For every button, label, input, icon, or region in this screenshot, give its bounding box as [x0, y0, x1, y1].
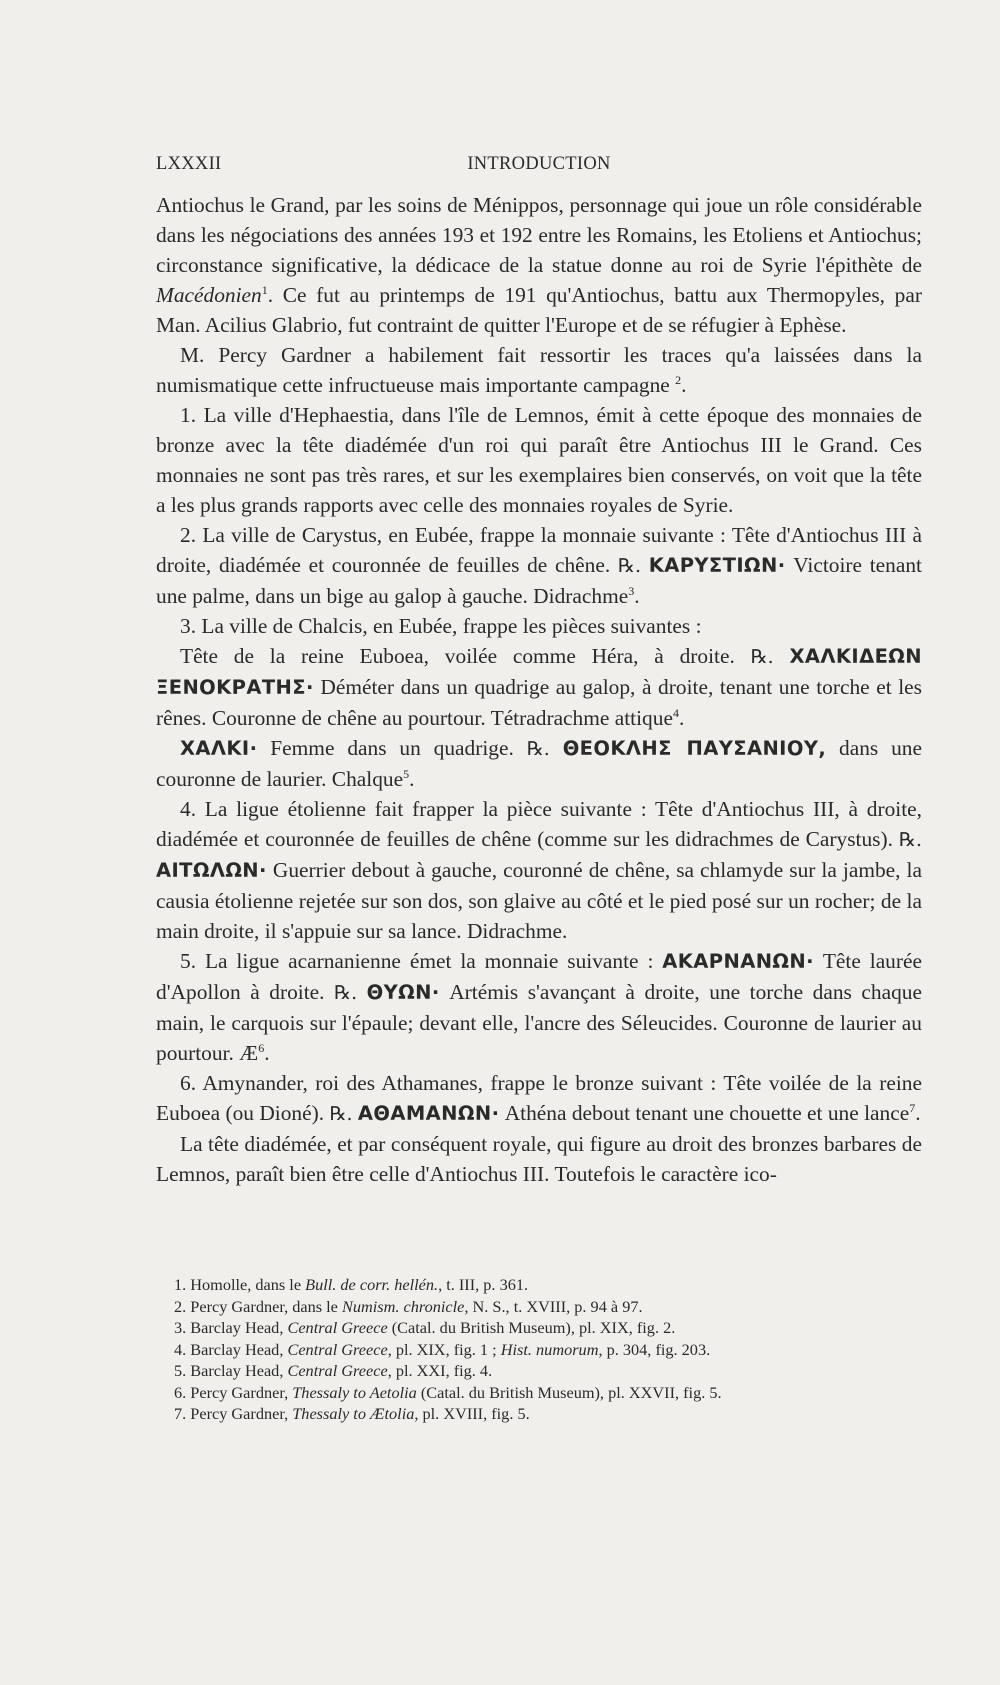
text-span: 6. Amynander, roi des Athamanes, frappe le bronze suivant : Tête voilée de la reine Euboea (ou Dioné).: [156, 1071, 922, 1125]
text-span: Tête laurée d'Apollon à droite.: [156, 949, 922, 1004]
footnote: [174, 1360, 914, 1382]
coin-inscription: ΧΑΛΚΙ·: [180, 737, 258, 760]
text-span: (Catal. du British Museum), pl. XIX, fig. 2.: [387, 1318, 676, 1337]
paragraph: [156, 520, 922, 611]
text-span: [357, 980, 367, 1004]
text-span: , p. 304, fig. 203.: [598, 1339, 711, 1359]
italic-text: Thessaly to Ætolia: [292, 1404, 415, 1423]
italic-text: Hist. numorum: [500, 1339, 599, 1359]
text-span: , pl. XIX, fig. 1 ;: [387, 1339, 501, 1359]
text-span: Victoire tenant une palme, dans un bige au galop à gauche. Didrachme: [156, 553, 922, 608]
running-title: INTRODUCTION: [467, 154, 611, 174]
text-span: .: [264, 1041, 270, 1065]
text-span: Artémis s'avançant à droite, une torche dans chaque main, le carquois sur l'épaule; devant elle, l'ancre des Séleucides. Couronne de laurier au pourtour. Æ: [156, 980, 922, 1065]
italic-text: Numism. chronicle,: [341, 1296, 469, 1316]
paragraph: [156, 946, 922, 1068]
body-text: [156, 190, 922, 1189]
text-span: Déméter dans un quadrige au galop, à droite, tenant une torche et les rênes. Couronne de chêne au pourtour. Tétradrachme attique: [156, 675, 922, 730]
italic-text: Thessaly to Aetolia: [292, 1382, 417, 1402]
paragraph: [156, 611, 922, 641]
page-number: LXXXII: [156, 154, 222, 174]
text-span: 1. La ville d'Hephaestia, dans l'île de Lemnos, émit à cette époque des monnaies de bronze avec la tête diadémée d'un roi qui paraît être Antiochus III le Grand. Ces monnaies ne sont pas très rares, et sur les exemplaires bien conservés, on voit que la tête a les plus grands rapports avec celle des monnaies royales de Syrie.: [156, 403, 922, 517]
text-span: .: [681, 373, 687, 397]
text-span: Guerrier debout à gauche, couronné de chêne, sa chlamyde sur la jambe, la causia étolienne rejetée sur son dos, son glaive au côté et le pied posé sur un rocher; de la main droite, il s'appuie sur sa lance. Didrachme.: [156, 858, 922, 943]
coin-inscription: ΚΑΡΥΣΤΙΩΝ·: [648, 554, 786, 577]
coin-inscription: ΑΚΑΡΝΑΝΩΝ·: [662, 950, 814, 973]
text-span: 4. La ligue étolienne fait frapper la pièce suivante : Tête d'Antiochus III, à droite, diadémée et couronnée de feuilles de chêne (comme sur les didrachmes de Carystus).: [156, 797, 922, 851]
footnote: [174, 1296, 914, 1318]
text-span: 2. Percy Gardner, dans le: [174, 1296, 342, 1316]
text-span: , t. III, p. 361.: [438, 1275, 529, 1294]
italic-text: Macédonien: [156, 283, 262, 307]
footnotes: [174, 1274, 914, 1425]
paragraph: [156, 1129, 922, 1189]
paragraph: [156, 400, 922, 520]
coin-inscription: ΑΘΑΜΑΝΩΝ·: [357, 1102, 500, 1125]
paragraph: [156, 794, 922, 946]
text-span: Antiochus le Grand, par les soins de Ménippos, personnage qui joue un rôle considérable dans les négociations des années 193 et 192 entre les Romains, les Etoliens et Antiochus; circonstance significative, la dédicace de la statue donne au roi de Syrie l'épithète de: [156, 193, 922, 277]
coin-inscription: ΘΥΩΝ·: [366, 981, 440, 1004]
text-span: [774, 644, 790, 668]
paragraph: [156, 1068, 922, 1129]
reverse-symbol: ℞.: [898, 829, 922, 851]
text-span: 1. Homolle, dans le: [174, 1275, 306, 1294]
text-span: Athéna debout tenant une chouette et une lance: [499, 1101, 910, 1125]
text-span: [550, 736, 563, 760]
italic-text: Central Greece: [287, 1339, 388, 1359]
paragraph: [156, 641, 922, 733]
italic-text: Bull. de corr. hellén.: [305, 1275, 439, 1294]
footnote: [174, 1317, 914, 1339]
footnote: [174, 1382, 914, 1404]
paragraph: [156, 733, 922, 794]
text-span: Femme dans un quadrige.: [257, 736, 527, 760]
running-header: [156, 154, 922, 178]
footnote-ref: 3: [628, 584, 635, 598]
reverse-symbol: ℞.: [617, 555, 641, 577]
text-span: 3. Barclay Head,: [174, 1318, 288, 1337]
text-span: dans une couronne de laurier. Chalque: [156, 736, 922, 791]
reverse-symbol: ℞.: [329, 1103, 353, 1125]
paragraph: [156, 190, 922, 340]
reverse-symbol: ℞.: [750, 646, 774, 668]
footnote-ref: 2: [675, 373, 682, 387]
reverse-symbol: ℞.: [334, 982, 358, 1004]
text-span: 6. Percy Gardner,: [174, 1382, 293, 1402]
coin-inscription: ΧΑΛΚΙΔΕΩΝ ΞΕΝΟΚΡΑΤΗΣ·: [156, 645, 922, 699]
footnote: [174, 1403, 914, 1425]
text-span: M. Percy Gardner a habilement fait ressortir les traces qu'a laissées dans la numismatique cette infructueuse mais importante campagne: [156, 343, 922, 397]
text-span: , pl. XVIII, fig. 5.: [414, 1404, 530, 1423]
text-span: N. S., t. XVIII, p. 94 à 97.: [468, 1296, 643, 1316]
text-span: .: [678, 706, 685, 730]
text-span: . Ce fut au printemps de 191 qu'Antiochus, battu aux Thermopyles, par Man. Acilius Glabrio, fut contraint de quitter l'Europe et de se réfugier à Ephèse.: [156, 283, 922, 337]
footnote: [174, 1339, 914, 1361]
text-span: La tête diadémée, et par conséquent royale, qui figure au droit des bronzes barbares de Lemnos, paraît bien être celle d'Antiochus III. Toutefois le caractère ico-: [156, 1132, 922, 1186]
reverse-symbol: ℞.: [526, 738, 550, 760]
text-span: Tête de la reine Euboea, voilée comme Héra, à droite.: [180, 644, 751, 668]
footnote-ref: 1: [261, 283, 268, 297]
footnote-ref: 4: [672, 706, 679, 720]
text-span: 4. Barclay Head,: [174, 1339, 288, 1359]
coin-inscription: ΘΕΟΚΛΗΣ ΠΑΥΣΑΝΙΟΥ,: [562, 737, 827, 760]
paragraph: [156, 340, 922, 400]
italic-text: Central Greece: [287, 1361, 388, 1380]
text-span: .: [634, 584, 640, 608]
text-span: [641, 553, 649, 577]
text-span: , pl. XXI, fig. 4.: [387, 1361, 493, 1380]
coin-inscription: ΑΙΤΩΛΩΝ·: [156, 859, 267, 882]
footnote-ref: 7: [909, 1101, 916, 1115]
italic-text: Central Greece: [287, 1318, 388, 1337]
footnote-ref: 6: [258, 1041, 265, 1055]
text-span: 2. La ville de Carystus, en Eubée, frappe la monnaie suivante : Tête d'Antiochus III à droite, diadémée et couronnée de feuilles de chêne.: [156, 523, 922, 577]
text-span: .: [409, 767, 415, 791]
text-span: .: [915, 1101, 921, 1125]
text-span: (Catal. du British Museum), pl. XXVII, fig. 5.: [416, 1382, 722, 1402]
text-span: 5. Barclay Head,: [174, 1361, 288, 1380]
footnote: [174, 1274, 914, 1296]
text-span: 3. La ville de Chalcis, en Eubée, frappe les pièces suivantes :: [180, 614, 702, 638]
text-span: 5. La ligue acarnanienne émet la monnaie suivante :: [180, 949, 663, 973]
footnote-ref: 5: [403, 767, 410, 781]
text-span: 7. Percy Gardner,: [174, 1404, 293, 1423]
